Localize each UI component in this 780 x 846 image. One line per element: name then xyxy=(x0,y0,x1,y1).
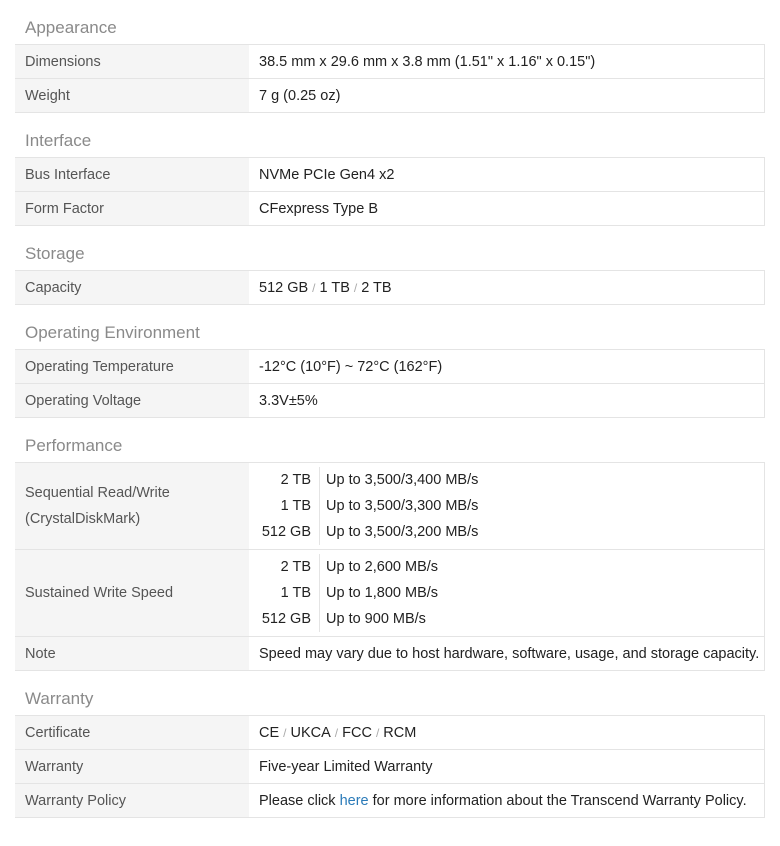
row-label: Note xyxy=(15,637,249,671)
performance-table xyxy=(15,462,765,671)
speed-value: Up to 3,500/3,400 MB/s xyxy=(326,472,479,488)
table-row xyxy=(15,750,765,784)
separator: / xyxy=(312,280,316,295)
sequential-label: Sequential Read/Write xyxy=(25,485,170,501)
table-row xyxy=(15,550,765,637)
capacity-item: 1 TB xyxy=(319,279,350,296)
certificate-item: FCC xyxy=(342,724,372,741)
appearance-table xyxy=(15,44,765,113)
table-row xyxy=(15,716,765,750)
table-row xyxy=(15,158,765,192)
table-row xyxy=(15,192,765,226)
separator: / xyxy=(353,280,358,295)
capacity-list xyxy=(249,271,765,305)
row-label: Operating Temperature xyxy=(15,350,249,384)
speed-value: Up to 1,800 MB/s xyxy=(326,585,439,601)
section-title-storage: Storage xyxy=(25,244,85,263)
certificate-item: RCM xyxy=(383,724,417,741)
section-title-environment: Operating Environment xyxy=(25,323,200,342)
capacity-item: 2 TB xyxy=(361,279,392,296)
sustained-values xyxy=(249,550,765,637)
speed-capacity: 512 GB xyxy=(249,606,320,632)
table-row xyxy=(15,784,765,818)
row-label: Dimensions xyxy=(15,45,249,79)
row-value: 7 g (0.25 oz) xyxy=(249,79,765,113)
row-value: 38.5 mm x 29.6 mm x 3.8 mm (1.51" x 1.16" x 0.15") xyxy=(249,45,765,79)
policy-prefix: Please click xyxy=(259,792,340,809)
table-row xyxy=(15,463,765,550)
section-title-warranty: Warranty xyxy=(25,689,94,708)
warranty-policy-value xyxy=(249,784,765,818)
speed-row xyxy=(249,606,764,632)
section-title-appearance: Appearance xyxy=(25,18,117,37)
speed-row xyxy=(249,467,764,493)
table-row xyxy=(15,45,765,79)
section-title-interface: Interface xyxy=(25,131,92,150)
speed-capacity: 2 TB xyxy=(249,554,320,580)
separator: / xyxy=(283,725,287,740)
table-row xyxy=(15,637,765,671)
capacity-item: 512 GB xyxy=(259,279,309,296)
row-value: Five-year Limited Warranty xyxy=(249,750,765,784)
speed-capacity: 2 TB xyxy=(249,467,320,493)
separator: / xyxy=(334,725,339,740)
interface-table xyxy=(15,157,765,226)
table-row xyxy=(15,384,765,418)
row-label: Bus Interface xyxy=(15,158,249,192)
row-label: Certificate xyxy=(15,716,249,750)
sustained-speed-table xyxy=(249,554,764,632)
certificate-list xyxy=(249,716,765,750)
table-row xyxy=(15,79,765,113)
speed-value: Up to 3,500/3,300 MB/s xyxy=(326,498,479,514)
environment-table xyxy=(15,349,765,418)
speed-value: Up to 900 MB/s xyxy=(326,611,426,627)
speed-capacity: 1 TB xyxy=(249,493,320,519)
separator: / xyxy=(375,725,380,740)
section-title-performance: Performance xyxy=(25,436,123,455)
row-label: Warranty Policy xyxy=(15,784,249,818)
certificate-item: UKCA xyxy=(290,724,331,741)
speed-row xyxy=(249,493,764,519)
speed-row xyxy=(249,580,764,606)
row-label: Weight xyxy=(15,79,249,113)
warranty-policy-link[interactable]: here xyxy=(339,792,369,809)
storage-table xyxy=(15,270,765,305)
row-value: 3.3V±5% xyxy=(249,384,765,418)
row-label: Capacity xyxy=(15,271,249,305)
sequential-speed-table xyxy=(249,467,764,545)
row-label: Form Factor xyxy=(15,192,249,226)
policy-suffix: for more information about the Transcend Warranty Policy. xyxy=(368,792,747,809)
speed-value: Up to 3,500/3,200 MB/s xyxy=(326,524,479,540)
row-value: -12°C (10°F) ~ 72°C (162°F) xyxy=(249,350,765,384)
row-label: Sustained Write Speed xyxy=(15,550,249,637)
table-row xyxy=(15,350,765,384)
warranty-table xyxy=(15,715,765,818)
row-label xyxy=(15,463,249,550)
speed-row xyxy=(249,519,764,545)
speed-value: Up to 2,600 MB/s xyxy=(326,559,439,575)
row-label: Warranty xyxy=(15,750,249,784)
speed-row xyxy=(249,554,764,580)
row-value: Speed may vary due to host hardware, software, usage, and storage capacity. xyxy=(249,637,765,671)
speed-capacity: 512 GB xyxy=(249,519,320,545)
speed-capacity: 1 TB xyxy=(249,580,320,606)
certificate-item: CE xyxy=(259,724,280,741)
sequential-sublabel: (CrystalDiskMark) xyxy=(25,511,141,527)
sequential-values xyxy=(249,463,765,550)
row-label: Operating Voltage xyxy=(15,384,249,418)
row-value: CFexpress Type B xyxy=(249,192,765,226)
row-value: NVMe PCIe Gen4 x2 xyxy=(249,158,765,192)
table-row xyxy=(15,271,765,305)
